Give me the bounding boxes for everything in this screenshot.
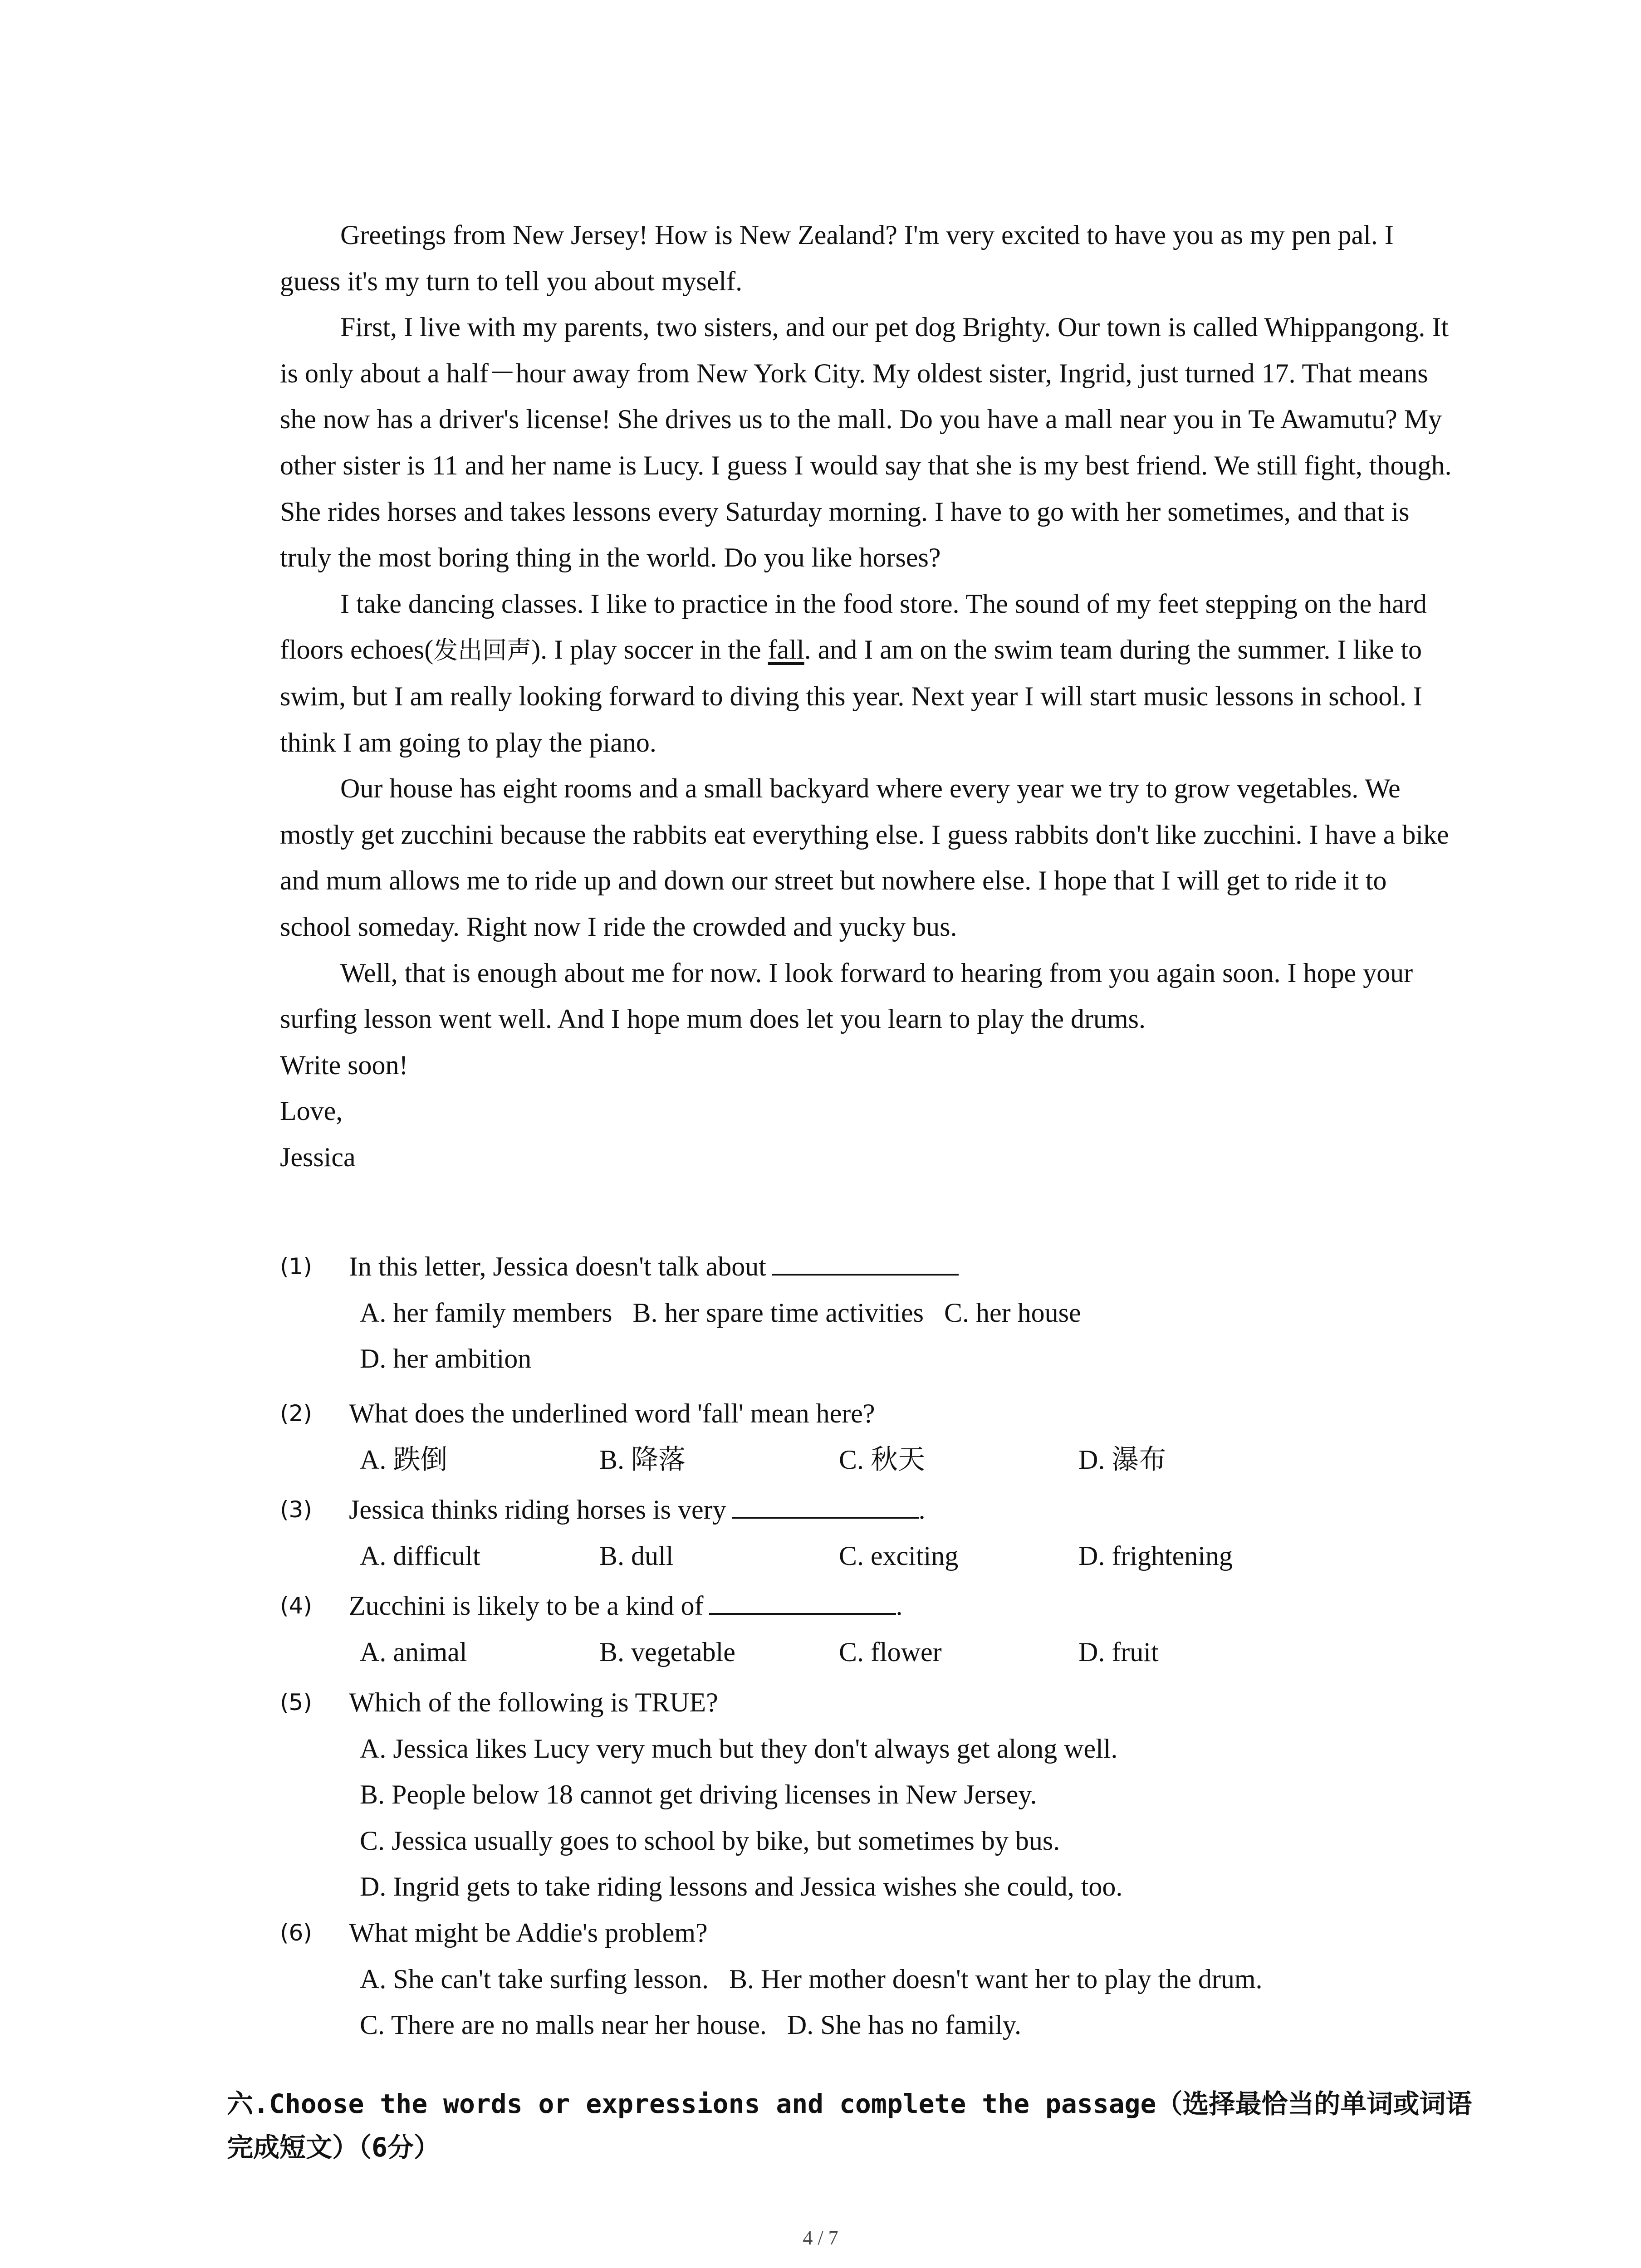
option-d[interactable]: D. frightening: [1078, 1540, 1233, 1571]
option-a[interactable]: A. animal: [360, 1637, 467, 1667]
option-a[interactable]: A. She can't take surfing lesson.: [360, 1964, 709, 1994]
question-2: [280, 1391, 1505, 1483]
question-stem-text: Zucchini is likely to be a kind of: [349, 1591, 704, 1621]
question-options: [360, 1629, 1505, 1676]
option-a[interactable]: A. 跌倒: [360, 1444, 448, 1475]
option-b[interactable]: B. her spare time activities: [632, 1297, 924, 1328]
question-4: [280, 1583, 1505, 1675]
option-c[interactable]: C. 秋天: [839, 1444, 926, 1475]
option-d[interactable]: D. She has no family.: [787, 2010, 1021, 2040]
question-number: (1): [280, 1253, 312, 1280]
letter-paragraph-3: [280, 581, 1455, 766]
underlined-word-fall: fall: [768, 635, 804, 665]
option-a[interactable]: A. her family members: [360, 1297, 612, 1328]
question-stem-end: .: [918, 1495, 926, 1525]
reading-passage-letter: [280, 212, 1455, 1180]
letter-signature: Jessica: [280, 1142, 356, 1172]
question-stem-end: .: [896, 1591, 903, 1621]
question-stem: What might be Addie's problem?: [349, 1918, 708, 1948]
option-b[interactable]: B. dull: [599, 1540, 674, 1571]
page-number: 4 / 7: [803, 2227, 838, 2249]
option-d[interactable]: D. fruit: [1078, 1637, 1159, 1667]
question-number: (5): [280, 1689, 312, 1716]
question-options: [360, 1726, 1505, 1910]
option-d[interactable]: D. 瀑布: [1078, 1444, 1166, 1475]
option-d[interactable]: D. her ambition: [360, 1344, 532, 1374]
option-c[interactable]: C. There are no malls near her house.: [360, 2010, 767, 2040]
paragraph-3-text-a: I take dancing classes. I like to practice in the food store. The sound of my feet stepping on the hard floors echoes(: [280, 588, 1427, 665]
question-options: [360, 1956, 1505, 2048]
question-5: [280, 1680, 1505, 1910]
question-3: [280, 1487, 1505, 1579]
option-d[interactable]: D. Ingrid gets to take riding lessons and Jessica wishes she could, too.: [360, 1872, 1123, 1902]
option-a[interactable]: A. Jessica likes Lucy very much but they don't always get along well.: [360, 1733, 1118, 1764]
option-b[interactable]: B. People below 18 cannot get driving licenses in New Jersey.: [360, 1779, 1037, 1810]
option-a[interactable]: A. difficult: [360, 1540, 480, 1571]
question-stem-text: In this letter, Jessica doesn't talk about: [349, 1251, 766, 1281]
question-6: [280, 1910, 1505, 2048]
option-c[interactable]: C. exciting: [839, 1540, 959, 1571]
question-stem: [349, 1487, 1505, 1533]
question-options: [360, 1533, 1505, 1579]
paragraph-3-text-c: . and I am on the swim team during the summer. I like to swim, but I am really looking forward to diving this year. Next year I will start music lessons in school. I think I am going to play the piano.: [280, 635, 1422, 758]
chinese-gloss: 发出回声: [433, 636, 532, 665]
answer-blank[interactable]: [772, 1245, 959, 1276]
question-stem: What does the underlined word 'fall' mean here?: [349, 1398, 875, 1428]
letter-closing-love: Love,: [280, 1096, 343, 1126]
option-c[interactable]: C. Jessica usually goes to school by bike, but sometimes by bus.: [360, 1825, 1060, 1856]
option-b[interactable]: B. 降落: [599, 1444, 686, 1475]
question-stem: [349, 1583, 1505, 1629]
option-b[interactable]: B. vegetable: [599, 1637, 735, 1667]
letter-paragraph-4: Our house has eight rooms and a small backyard where every year we try to grow vegetables. We mostly get zucchini because the rabbits eat everything else. I guess rabbits don't like zucchini. I have a bike and mum allows me to ride up and down our street but nowhere else. I hope that I will get to ride it to school someday. Right now I ride the crowded and yucky bus.: [280, 773, 1449, 942]
question-options: [360, 1437, 1505, 1483]
question-number: (3): [280, 1496, 312, 1523]
option-b[interactable]: B. Her mother doesn't want her to play the drum.: [729, 1964, 1263, 1994]
question-1: [280, 1244, 1505, 1382]
question-options: [360, 1290, 1505, 1382]
answer-blank[interactable]: [709, 1584, 896, 1615]
question-stem-text: Jessica thinks riding horses is very: [349, 1495, 726, 1525]
letter-paragraph-1: Greetings from New Jersey! How is New Zealand? I'm very excited to have you as my pen pal. I guess it's my turn to tell you about myself.: [280, 220, 1394, 296]
answer-blank[interactable]: [732, 1488, 919, 1519]
question-stem: [349, 1244, 1505, 1290]
option-row-2: [360, 2002, 1505, 2048]
question-number: (2): [280, 1400, 312, 1427]
section-six-heading: 六.Choose the words or expressions and complete the passage（选择最恰当的单词或词语完成短文）（6分）: [227, 2088, 1472, 2163]
option-c[interactable]: C. her house: [944, 1297, 1081, 1328]
letter-closing-write-soon: Write soon!: [280, 1050, 408, 1080]
paragraph-3-text-b: ). I play soccer in the: [531, 635, 768, 665]
question-number: (4): [280, 1593, 312, 1619]
letter-paragraph-5: Well, that is enough about me for now. I look forward to hearing from you again soon. I hope your surfing lesson went well. And I hope mum does let you learn to play the drums.: [280, 958, 1413, 1034]
question-stem: Which of the following is TRUE?: [349, 1687, 718, 1717]
letter-paragraph-2: First, I live with my parents, two sisters, and our pet dog Brighty. Our town is called Whippangong. It is only about a half－hour away from New York City. My oldest sister, Ingrid, just turned 17. That means she now has a driver's license! She drives us to the mall. Do you have a mall near you in Te Awamutu? My other sister is 11 and her name is Lucy. I guess I would say that she is my best friend. We still fight, though. She rides horses and takes lessons every Saturday morning. I have to go with her sometimes, and that is truly the most boring thing in the world. Do you like horses?: [280, 312, 1452, 573]
option-c[interactable]: C. flower: [839, 1637, 942, 1667]
question-number: (6): [280, 1920, 312, 1946]
